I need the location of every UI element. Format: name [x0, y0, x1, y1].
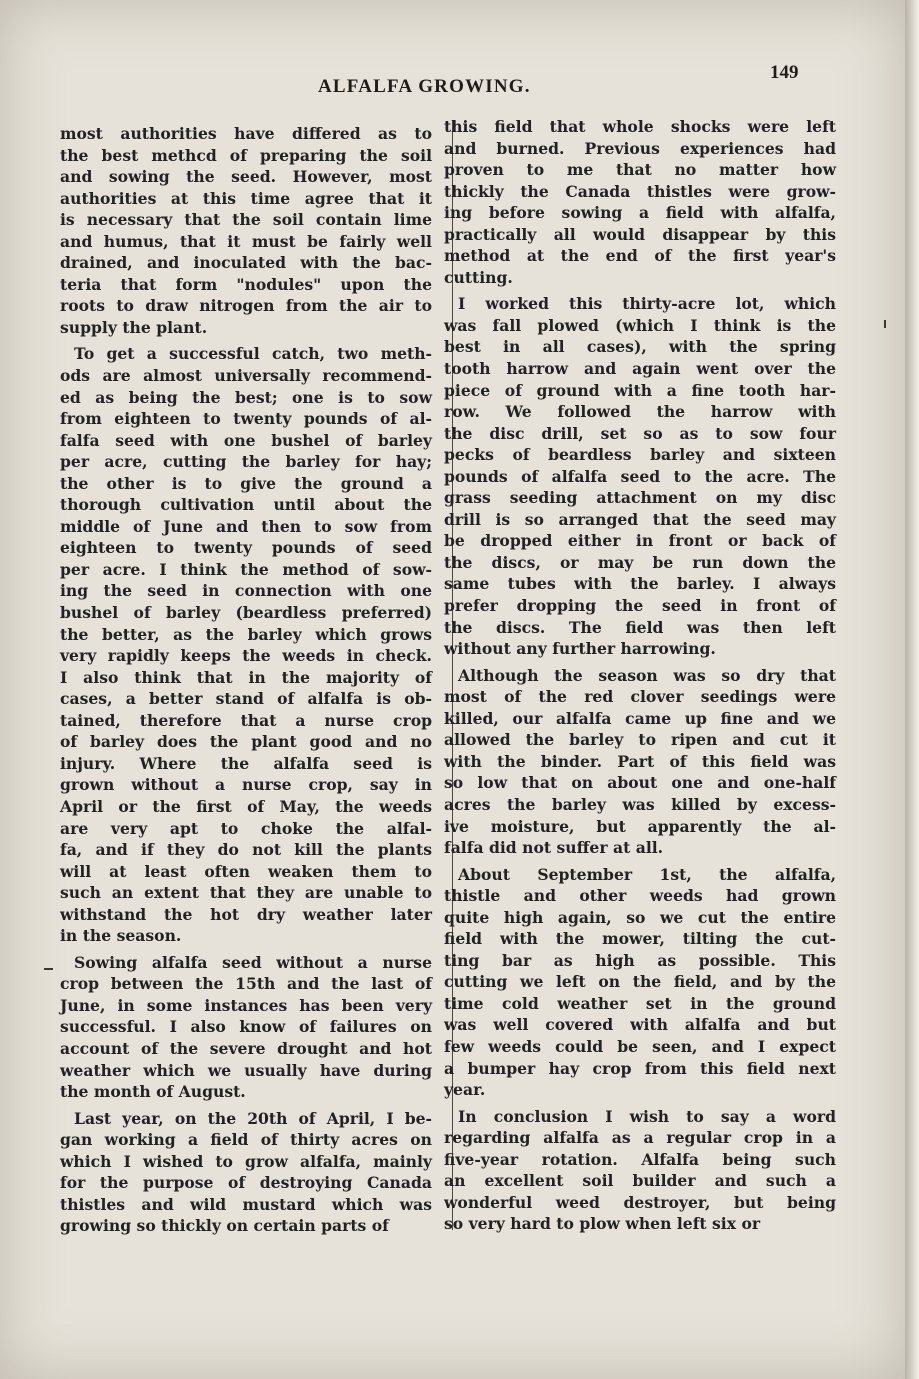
text-line: best in all cases), with the spring: [444, 337, 836, 357]
page-number: 149: [770, 62, 799, 83]
page-edge: [905, 0, 919, 1379]
text-line: In conclusion I wish to say a word: [458, 1106, 836, 1126]
text-line: in the season.: [60, 926, 182, 946]
text-line: successful. I also know of failures on: [60, 1017, 432, 1037]
text-line: per acre, cutting the barley for hay;: [60, 452, 432, 472]
text-line: April or the first of May, the weeds: [60, 796, 432, 816]
text-line: method at the end of the first year's: [444, 246, 836, 266]
text-line: middle of June and then to sow from: [60, 516, 432, 536]
text-line: thistle and other weeds had grown: [444, 886, 836, 906]
paragraph: [444, 665, 836, 859]
text-line: row. We followed the harrow with: [444, 402, 836, 422]
text-line: growing so thickly on certain parts of: [60, 1216, 389, 1236]
text-line: ive moisture, but apparently the al-: [444, 816, 836, 836]
text-line: proven to me that no matter how: [444, 160, 836, 180]
text-line: per acre. I think the method of sow-: [60, 559, 432, 579]
text-line: most of the red clover seedings were: [444, 687, 836, 707]
text-line: an excellent soil builder and such a: [444, 1171, 836, 1191]
text-line: ed as being the best; one is to sow: [60, 387, 432, 407]
margin-mark: [884, 320, 886, 328]
text-line: prefer dropping the seed in front of: [444, 596, 836, 616]
paragraph: [444, 1106, 836, 1235]
text-line: same tubes with the barley. I always: [444, 574, 836, 594]
text-line: the discs, or may be run down the: [444, 552, 836, 572]
text-line: To get a successful catch, two meth-: [74, 344, 432, 364]
text-line: which I wished to grow alfalfa, mainly: [60, 1151, 432, 1171]
text-line: thickly the Canada thistles were grow-: [444, 181, 836, 201]
text-line: falfa did not suffer at all.: [444, 838, 664, 858]
text-line: few weeds could be seen, and I expect: [444, 1036, 836, 1056]
text-line: is necessary that the soil contain lime: [60, 210, 432, 230]
left-column: [60, 123, 432, 1237]
text-line: weather which we usually have during: [60, 1060, 432, 1080]
right-column: [444, 116, 836, 1235]
paragraph: [60, 123, 432, 338]
text-line: the discs. The field was then left: [444, 617, 836, 637]
paragraph: [60, 952, 432, 1103]
text-line: practically all would disappear by this: [444, 224, 836, 244]
text-line: gan working a field of thirty acres on: [60, 1130, 432, 1150]
text-line: tooth harrow and again went over the: [444, 359, 836, 379]
text-line: the other is to give the ground a: [60, 473, 432, 493]
text-line: grown without a nurse crop, say in: [60, 775, 432, 795]
text-line: tained, therefore that a nurse crop: [60, 710, 432, 730]
text-line: such an extent that they are unable to: [60, 883, 432, 903]
text-line: pecks of beardless barley and sixteen: [444, 445, 836, 465]
text-line: allowed the barley to ripen and cut it: [444, 730, 836, 750]
text-line: and humus, that it must be fairly well: [60, 231, 432, 251]
text-line: and burned. Previous experiences had: [444, 138, 836, 158]
text-line: teria that form "nodules" upon the: [60, 274, 432, 294]
text-line: account of the severe drought and hot: [60, 1038, 432, 1058]
text-line: from eighteen to twenty pounds of al-: [60, 409, 432, 429]
paragraph: [444, 864, 836, 1101]
text-line: thorough cultivation until about the: [60, 495, 432, 515]
text-line: About September 1st, the alfalfa,: [458, 864, 836, 884]
paragraph: [444, 116, 836, 288]
text-line: drill is so arranged that the seed may: [444, 509, 836, 529]
paragraph: [60, 343, 432, 946]
text-line: field with the mower, tilting the cut-: [444, 929, 836, 949]
text-line: are very apt to choke the alfal-: [60, 818, 432, 838]
text-line: so very hard to plow when left six or: [444, 1214, 761, 1234]
text-line: falfa seed with one bushel of barley: [60, 430, 432, 450]
text-line: most authorities have differed as to: [60, 124, 432, 143]
text-line: Sowing alfalfa seed without a nurse: [74, 952, 432, 972]
text-line: roots to draw nitrogen from the air to: [60, 296, 432, 316]
text-line: wonderful weed destroyer, but being: [444, 1192, 836, 1212]
text-line: the better, as the barley which grows: [60, 624, 432, 644]
text-line: bushel of barley (beardless preferred): [60, 603, 432, 623]
text-line: injury. Where the alfalfa seed is: [60, 753, 432, 773]
text-line: eighteen to twenty pounds of seed: [60, 538, 432, 558]
text-line: piece of ground with a fine tooth har-: [444, 380, 836, 400]
text-line: supply the plant.: [60, 317, 208, 337]
text-line: will at least often weaken them to: [60, 861, 432, 881]
text-line: grass seeding attachment on my disc: [444, 488, 836, 508]
text-line: ods are almost universally recommend-: [60, 366, 432, 386]
text-line: thistles and wild mustard which was: [60, 1194, 432, 1214]
text-line: a bumper hay crop from this field next: [444, 1058, 836, 1078]
text-line: of barley does the plant good and no: [60, 732, 432, 752]
text-line: June, in some instances has been very: [60, 995, 432, 1015]
text-line: withstand the hot dry weather later: [60, 904, 432, 924]
text-line: year.: [444, 1080, 486, 1100]
text-line: the best methcd of preparing the soil: [60, 145, 432, 165]
text-line: quite high again, so we cut the entire: [444, 907, 836, 927]
text-line: and sowing the seed. However, most: [60, 167, 432, 187]
text-line: regarding alfalfa as a regular crop in a: [444, 1128, 836, 1148]
margin-mark: [44, 968, 53, 970]
text-line: without any further harrowing.: [444, 639, 716, 659]
text-line: the month of August.: [60, 1082, 246, 1102]
running-title: ALFALFA GROWING.: [318, 76, 531, 97]
text-line: so low that on about one and one-half: [444, 773, 836, 793]
text-line: killed, our alfalfa came up fine and we: [444, 708, 836, 728]
text-line: with the binder. Part of this field was: [444, 751, 836, 771]
paragraph: [60, 1108, 432, 1237]
text-line: was well covered with alfalfa and but: [444, 1015, 836, 1035]
text-line: I worked this thirty-acre lot, which: [458, 294, 836, 314]
text-line: cutting.: [444, 267, 513, 287]
text-line: very rapidly keeps the weeds in check.: [60, 646, 432, 666]
text-line: ting bar as high as possible. This: [444, 950, 836, 970]
text-line: time cold weather set in the ground: [444, 993, 836, 1013]
text-line: the disc drill, set so as to sow four: [444, 423, 836, 443]
text-line: this field that whole shocks were left: [444, 117, 836, 136]
text-line: cutting we left on the field, and by the: [444, 972, 836, 992]
text-line: ing before sowing a field with alfalfa,: [444, 203, 836, 223]
text-line: Last year, on the 20th of April, I be-: [74, 1108, 432, 1128]
text-line: I also think that in the majority of: [60, 667, 432, 687]
text-line: crop between the 15th and the last of: [60, 974, 432, 994]
text-line: ing the seed in connection with one: [60, 581, 432, 601]
text-line: five-year rotation. Alfalfa being such: [444, 1149, 836, 1169]
text-line: pounds of alfalfa seed to the acre. The: [444, 466, 836, 486]
text-line: authorities at this time agree that it: [60, 188, 432, 208]
text-line: fa, and if they do not kill the plants: [60, 840, 432, 860]
text-line: drained, and inoculated with the bac-: [60, 253, 432, 273]
text-line: Although the season was so dry that: [458, 665, 836, 685]
paragraph: [444, 293, 836, 659]
text-line: cases, a better stand of alfalfa is ob-: [60, 689, 432, 709]
text-line: acres the barley was killed by excess-: [444, 794, 836, 814]
running-head: [0, 62, 905, 97]
text-line: be dropped either in front or back of: [444, 531, 836, 551]
text-line: for the purpose of destroying Canada: [60, 1173, 432, 1193]
text-line: was fall plowed (which I think is the: [444, 315, 836, 335]
